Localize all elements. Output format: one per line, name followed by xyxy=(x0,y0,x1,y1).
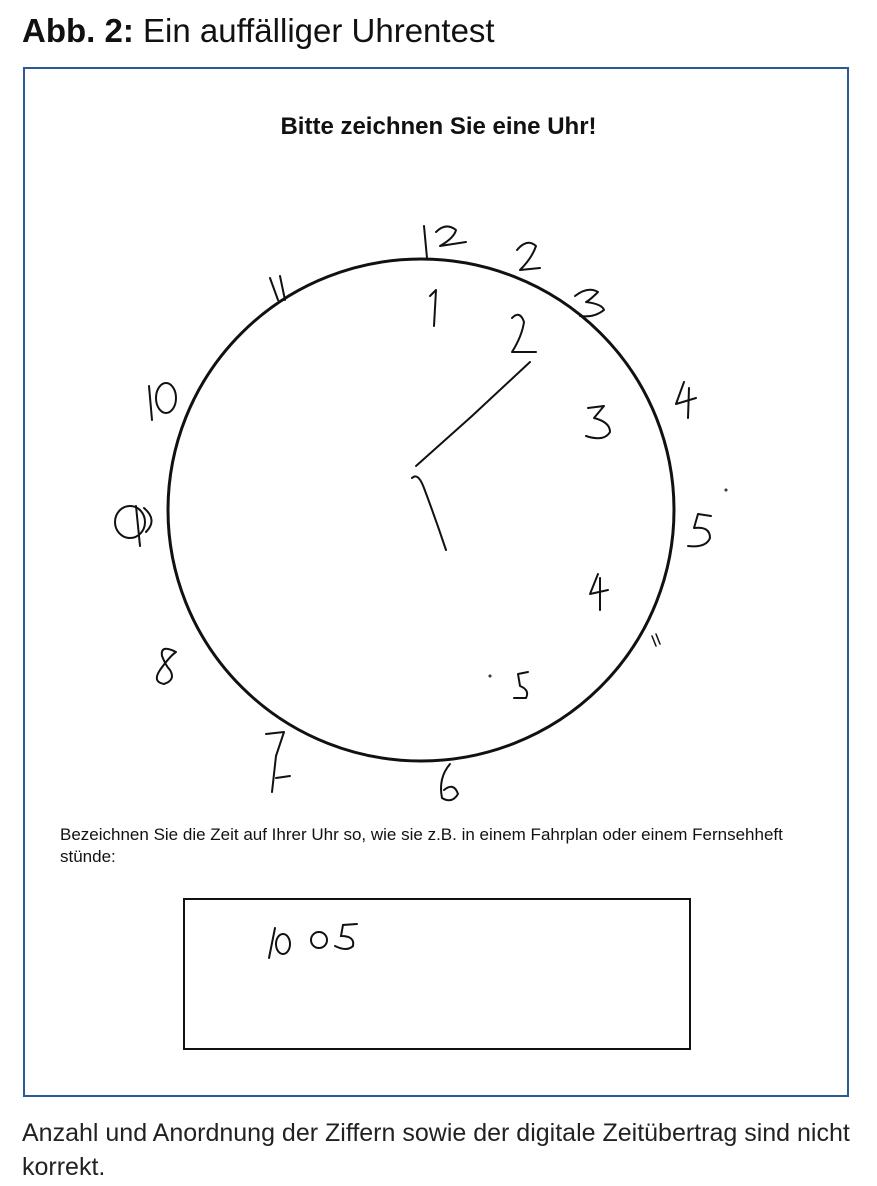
form-heading: Bitte zeichnen Sie eine Uhr! xyxy=(280,113,597,140)
handwritten-answer xyxy=(185,900,689,1048)
figure-caption: Anzahl und Anordnung der Ziffern sowie der digitale Zeitübertrag sind nicht korrekt. xyxy=(22,1119,850,1181)
stray-dot xyxy=(489,675,491,677)
figure-label: Abb. 2: xyxy=(22,12,134,49)
outer-digit-2 xyxy=(517,243,540,270)
outer-digit-5 xyxy=(688,514,711,546)
figure-title-text: Ein auffälliger Uhrentest xyxy=(143,12,495,49)
outer-digit-8 xyxy=(157,649,176,684)
outer-mark-6 xyxy=(652,634,660,646)
outer-digit-6 xyxy=(441,764,458,800)
clock-face xyxy=(168,259,674,761)
outer-digit-12 xyxy=(424,226,466,258)
outer-digit-4 xyxy=(676,382,696,418)
outer-digit-7 xyxy=(266,732,290,792)
outer-digit-10 xyxy=(149,383,176,420)
inner-digit-5 xyxy=(514,672,528,698)
inner-digit-1 xyxy=(430,290,436,326)
outer-digit-11 xyxy=(270,276,285,300)
clock-hand-short xyxy=(412,476,446,550)
inner-digit-2 xyxy=(512,315,536,352)
form-instruction: Bezeichnen Sie die Zeit auf Ihrer Uhr so, wie sie z.B. in einem Fahrplan oder einem Fernsehheft stünde: xyxy=(60,825,783,866)
inner-digit-4 xyxy=(590,574,608,610)
stray-dot xyxy=(725,489,727,491)
inner-digit-3 xyxy=(586,406,610,438)
answer-box xyxy=(183,898,691,1050)
outer-digit-9 xyxy=(115,506,152,546)
clock-hand-long xyxy=(416,362,530,466)
